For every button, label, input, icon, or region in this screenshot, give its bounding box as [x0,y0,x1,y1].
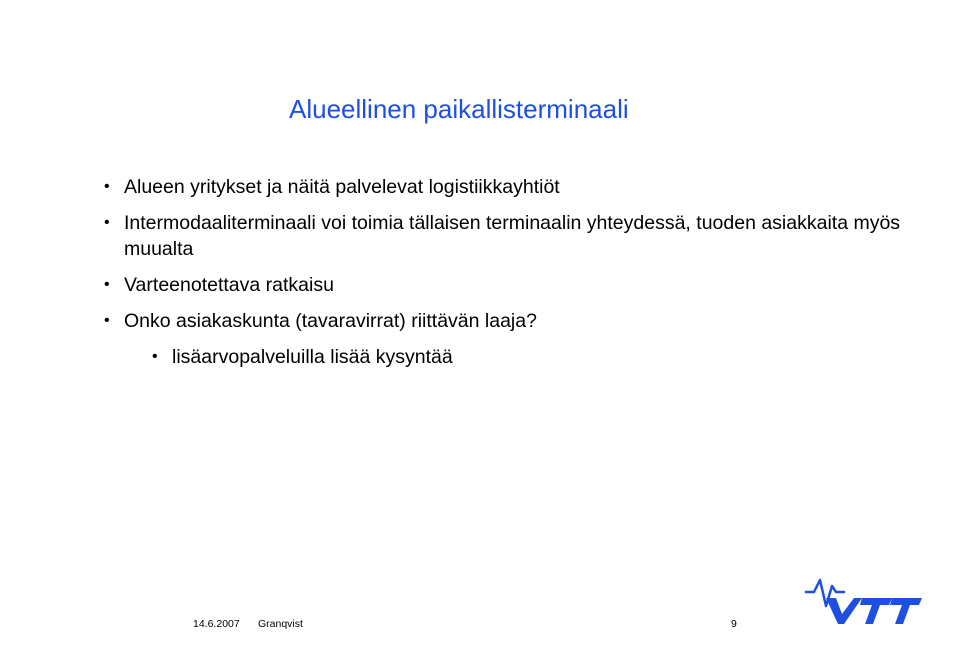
sub-bullet-text: lisäarvopalveluilla lisää kysyntää [172,346,453,368]
vtt-logo-t2 [890,598,922,624]
bullet-list [104,174,904,380]
bullet-text: Onko asiakaskunta (tavaravirrat) riittävän laaja? [124,310,537,332]
bullet-item [104,272,904,298]
bullet-text: Varteenotettava ratkaisu [124,274,334,296]
bullet-icon: • [152,348,158,365]
bullet-item [104,210,904,262]
bullet-item [104,308,904,334]
bullet-icon: • [104,276,110,293]
bullet-icon: • [104,178,110,195]
bullet-text: Intermodaaliterminaali voi toimia tällaisen terminaalin yhteydessä, tuoden asiakkaita myös muualta [124,212,901,260]
page-number: 9 [731,618,737,630]
footer-author: Granqvist [258,618,303,630]
vtt-logo [800,574,922,626]
slide-title: Alueellinen paikallisterminaali [289,94,629,124]
footer-date: 14.6.2007 [193,618,240,630]
vtt-logo-wave [806,580,844,606]
bullet-icon: • [104,214,110,231]
vtt-logo-t1 [860,598,892,624]
bullet-icon: • [104,312,110,329]
bullet-item [104,174,904,200]
vtt-logo-v [826,598,862,624]
sub-bullet-item [152,344,904,370]
bullet-text: Alueen yritykset ja näitä palvelevat logistiikkayhtiöt [124,176,560,198]
